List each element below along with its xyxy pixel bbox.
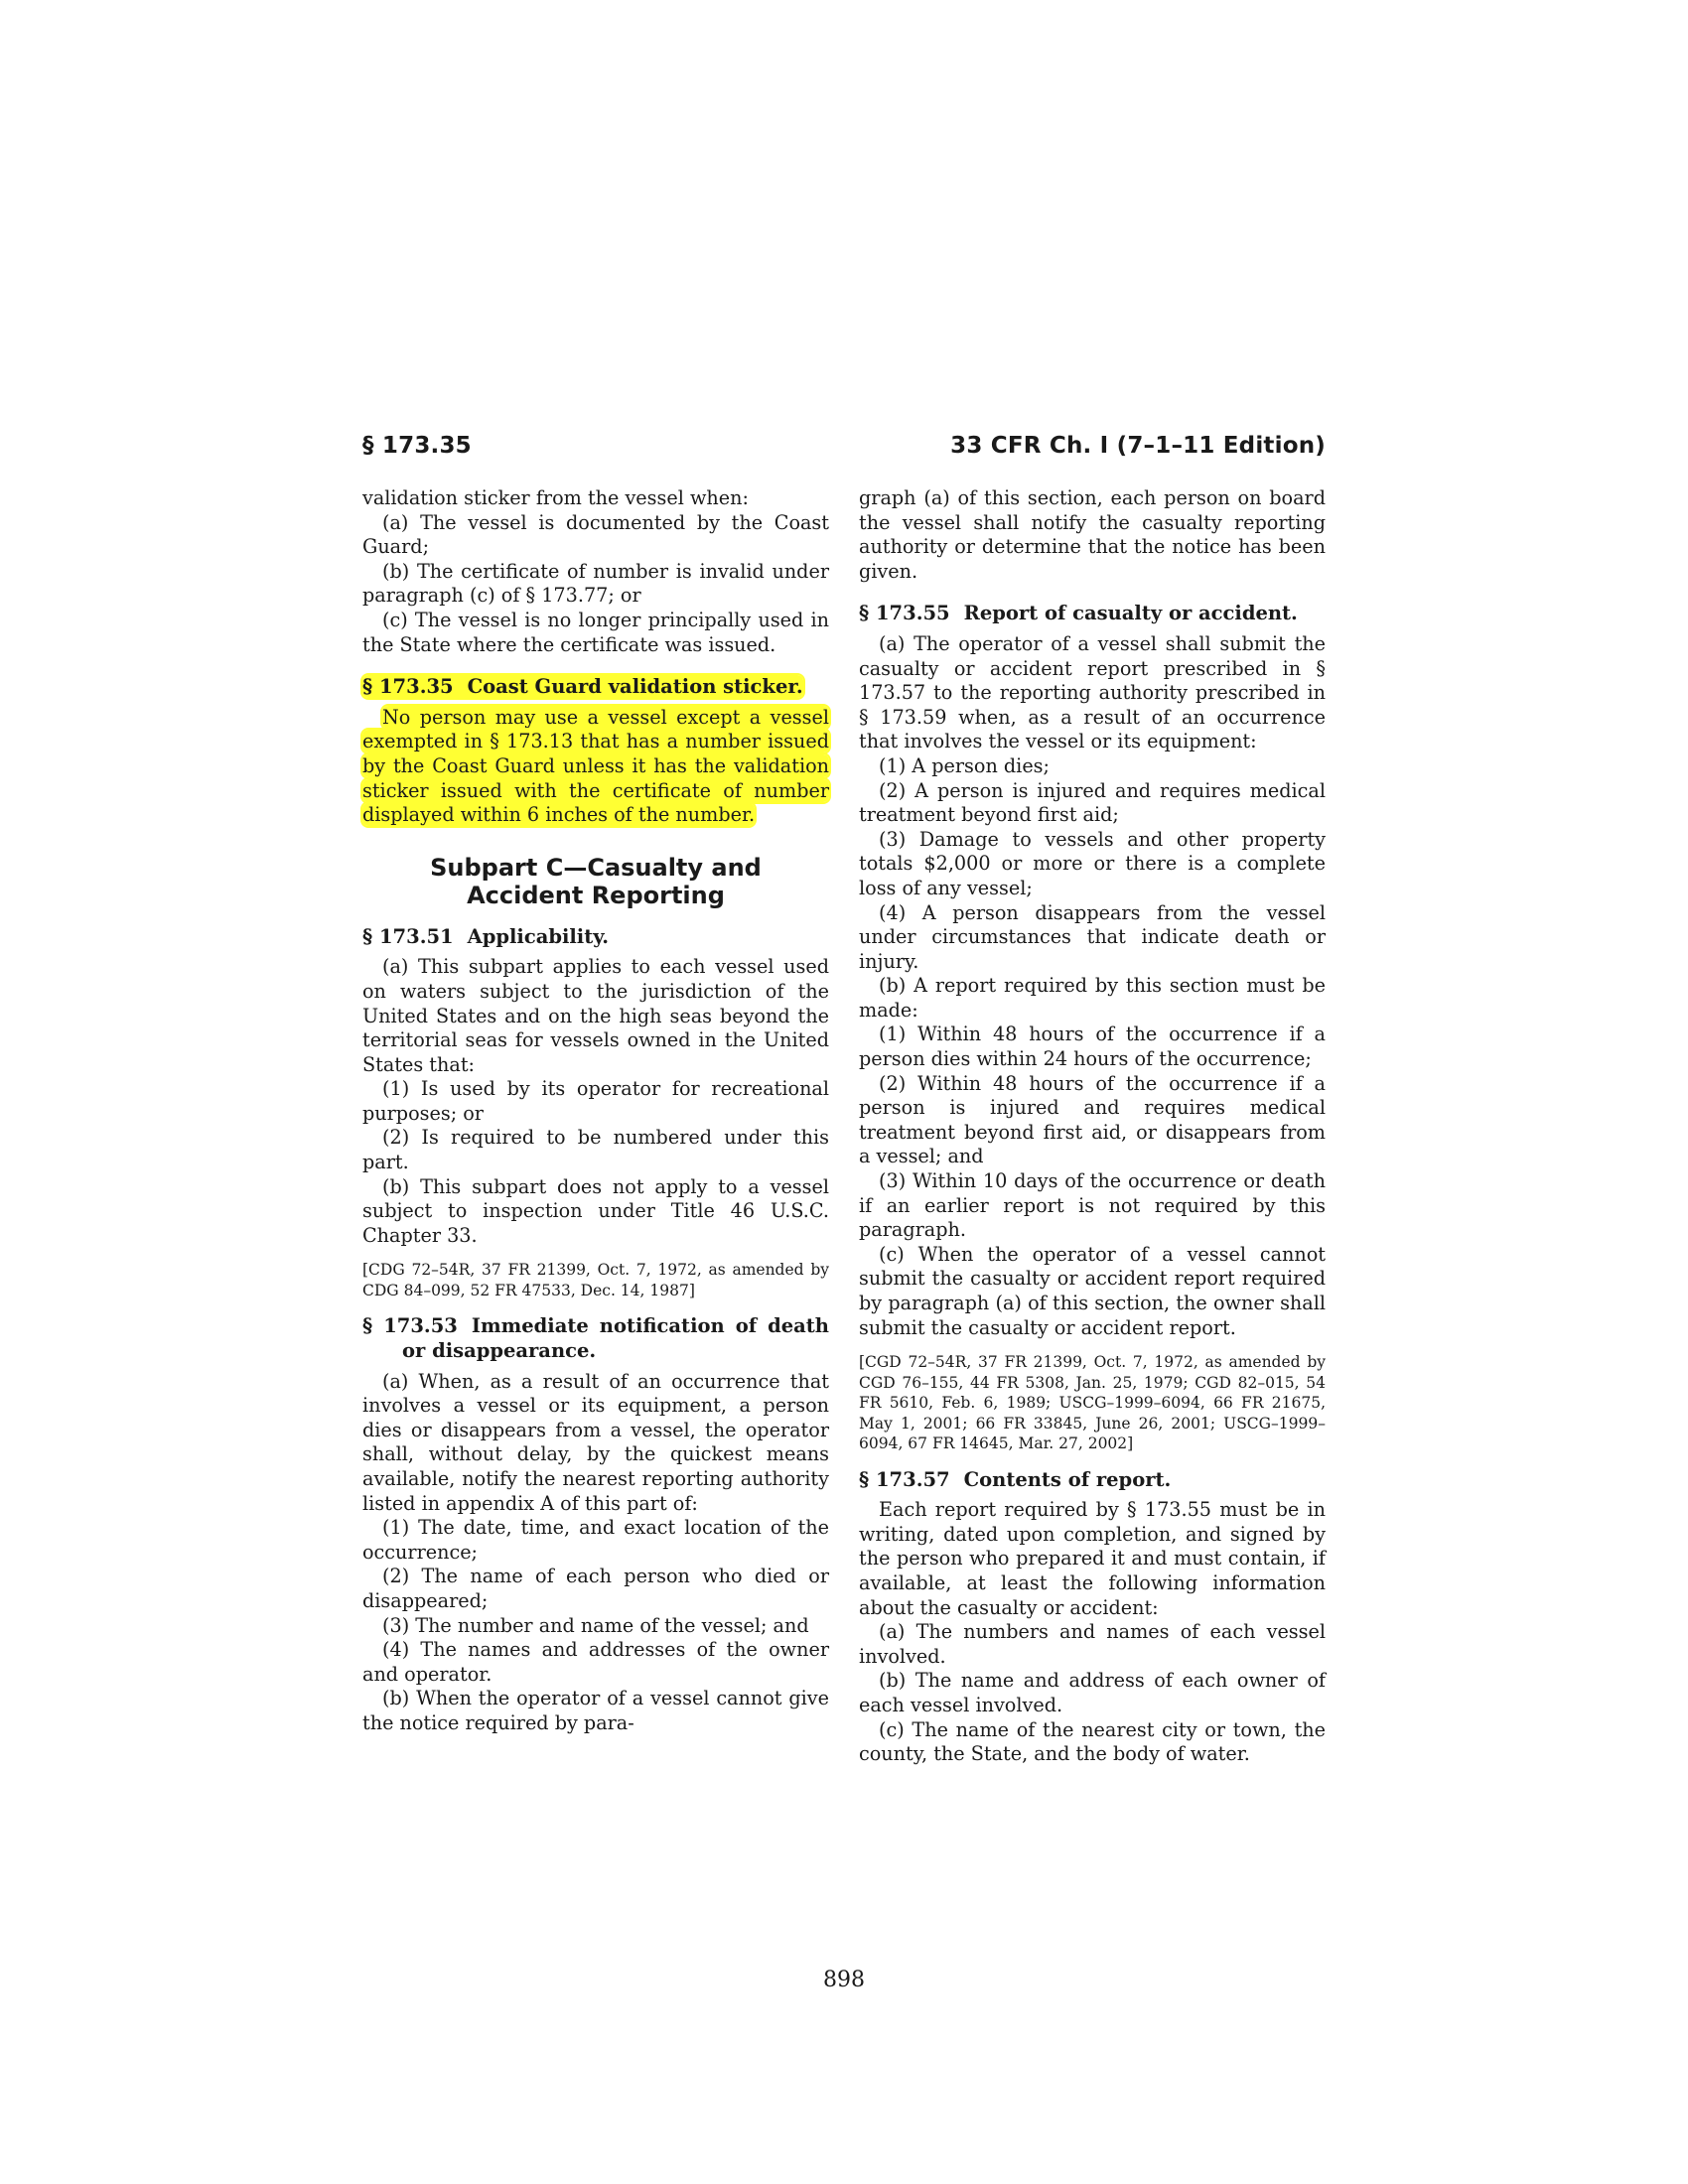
- section-heading-173-35: [362, 675, 829, 700]
- paragraph: (3) The number and name of the vessel; and: [382, 1613, 809, 1637]
- section-heading-173-51: [362, 925, 829, 950]
- paragraph: (b) The name and address of each owner of each vessel involved.: [859, 1669, 1326, 1717]
- paragraph: (2) Within 48 hours of the occurrence if a person is injured and requires medical treatment beyond first aid, or disappears from a vessel; and: [859, 1071, 1326, 1168]
- left-column: [362, 486, 829, 1736]
- paragraph: (a) The numbers and names of each vessel involved.: [859, 1620, 1326, 1668]
- paragraph: (a) The operator of a vessel shall submit the casualty or accident report prescribed in § 173.57 to the reporting authority prescribed in § 173.59 when, as a result of an occurrence that involves the vessel or its equipment:: [859, 631, 1326, 753]
- section-heading-173-53: [362, 1314, 829, 1363]
- paragraph: Each report required by § 173.55 must be in writing, dated upon completion, and signed by the person who prepared it and must contain, if available, at least the following information about the casualty or accident:: [859, 1498, 1326, 1619]
- highlighted-text: No person may use a vessel except a vessel exempted in § 173.13 that has a number issued by the Coast Guard unless it has the validation sticker issued with the certificate of number displayed within 6 inches of the number.: [362, 705, 829, 827]
- paragraph: (a) This subpart applies to each vessel used on waters subject to the jurisdiction of the United States and on the high seas beyond the territorial seas for vessels owned in the United States that:: [362, 955, 829, 1076]
- paragraph: (1) The date, time, and exact location of the occurrence;: [362, 1516, 829, 1564]
- section-number: § 173.35: [362, 675, 454, 699]
- section-number: § 173.53: [362, 1314, 458, 1338]
- section-title: Immediate notification of death or disappearance.: [402, 1314, 829, 1363]
- paragraph: (c) The name of the nearest city or town, the county, the State, and the body of water.: [859, 1717, 1326, 1766]
- section-heading-173-55: [859, 602, 1326, 626]
- paragraph: (c) When the operator of a vessel cannot submit the casualty or accident report required by paragraph (a) of this section, the owner shall submit the casualty or accident report.: [859, 1242, 1326, 1339]
- paragraph: (b) This subpart does not apply to a vessel subject to inspection under Title 46 U.S.C. Chapter 33.: [362, 1174, 829, 1247]
- section-title: Coast Guard validation sticker.: [467, 675, 803, 699]
- section-number: § 173.55: [859, 602, 950, 625]
- citation: [CDG 72–54R, 37 FR 21399, Oct. 7, 1972, as amended by CDG 84–099, 52 FR 47533, Dec. 14, 1987]: [362, 1261, 829, 1299]
- right-column: [859, 486, 1326, 1767]
- running-head-section: § 173.35: [362, 433, 472, 459]
- paragraph: graph (a) of this section, each person on board the vessel shall notify the casualty reporting authority or determine that the notice has been given.: [859, 486, 1326, 583]
- paragraph: (a) The vessel is documented by the Coast Guard;: [362, 510, 829, 559]
- paragraph: (1) A person dies;: [879, 753, 1050, 777]
- subpart-heading-line: Subpart C—Casualty and: [430, 853, 762, 882]
- section-title: Contents of report.: [963, 1467, 1172, 1491]
- paragraph: (b) A report required by this section must be made:: [859, 974, 1326, 1022]
- paragraph: (1) Within 48 hours of the occurrence if a person dies within 24 hours of the occurrence;: [859, 1023, 1326, 1071]
- paragraph: (4) A person disappears from the vessel under circumstances that indicate death or injury.: [859, 900, 1326, 973]
- paragraph: (c) The vessel is no longer principally used in the State where the certificate was issued.: [362, 608, 829, 656]
- paragraph: (a) When, as a result of an occurrence that involves a vessel or its equipment, a person dies or disappears from a vessel, the operator shall, without delay, by the quickest means available, notify the nearest reporting authority listed in appendix A of this part of:: [362, 1369, 829, 1515]
- paragraph: (b) The certificate of number is invalid under paragraph (c) of § 173.77; or: [362, 559, 829, 608]
- page-header: [362, 433, 1326, 465]
- running-head-edition: 33 CFR Ch. I (7–1–11 Edition): [950, 433, 1326, 459]
- section-heading-173-57: [859, 1468, 1326, 1493]
- section-title: Applicability.: [467, 924, 610, 948]
- subpart-heading-line: Accident Reporting: [467, 881, 725, 909]
- citation: [CGD 72–54R, 37 FR 21399, Oct. 7, 1972, as amended by CGD 76–155, 44 FR 5308, Jan. 25, 1979; CGD 82–015, 54 FR 5610, Feb. 6, 1989; USCG–1999–6094, 66 FR 21675, May 1, 2001; 66 FR 33845, June 26, 2001; USCG–1999–6094, 67 FR 14645, Mar. 27, 2002]: [859, 1353, 1326, 1453]
- paragraph: (b) When the operator of a vessel cannot give the notice required by para-: [362, 1687, 829, 1734]
- section-number: § 173.51: [362, 924, 454, 948]
- paragraph: (2) Is required to be numbered under this part.: [362, 1126, 829, 1174]
- paragraph: (2) The name of each person who died or disappeared;: [362, 1565, 829, 1612]
- section-title: Report of casualty or accident.: [963, 602, 1298, 625]
- paragraph: (3) Within 10 days of the occurrence or death if an earlier report is not required by this paragraph.: [859, 1169, 1326, 1242]
- subpart-heading: [362, 854, 829, 909]
- paragraph: (4) The names and addresses of the owner and operator.: [362, 1638, 829, 1686]
- paragraph: (1) Is used by its operator for recreational purposes; or: [362, 1077, 829, 1125]
- page-number: 898: [823, 1968, 865, 1992]
- section-number: § 173.57: [859, 1467, 950, 1491]
- paragraph: (2) A person is injured and requires medical treatment beyond first aid;: [859, 778, 1326, 827]
- paragraph: (3) Damage to vessels and other property totals $2,000 or more or there is a complete loss of any vessel;: [859, 827, 1326, 899]
- highlighted-paragraph: [362, 706, 829, 828]
- paragraph: validation sticker from the vessel when:: [362, 486, 749, 509]
